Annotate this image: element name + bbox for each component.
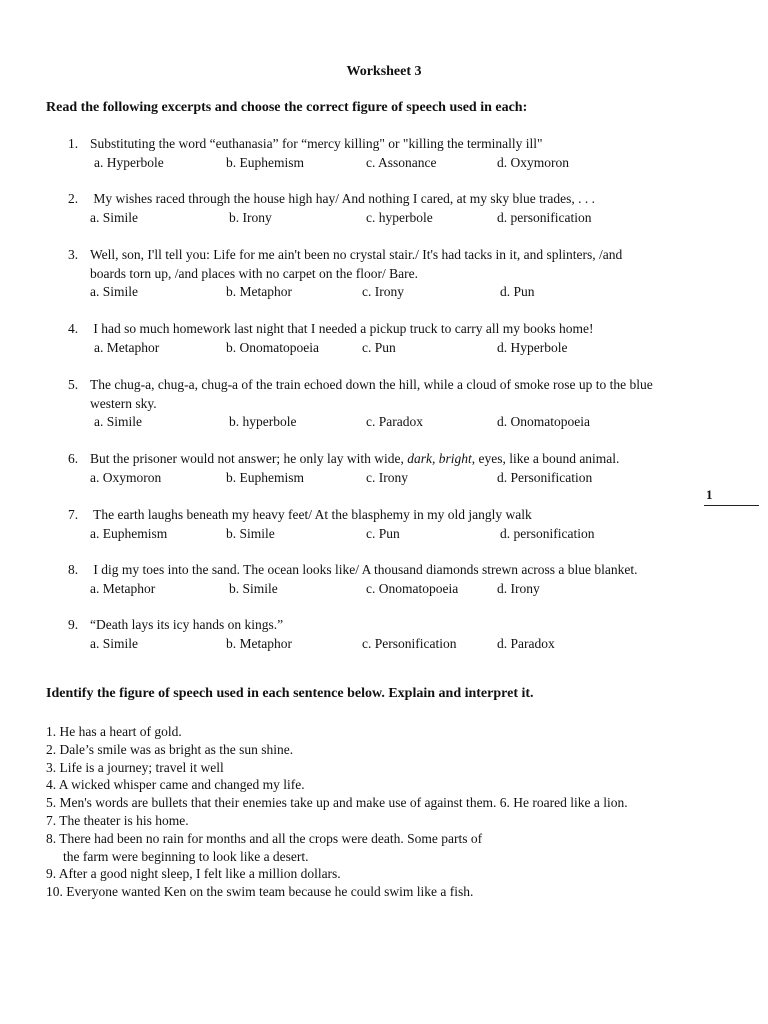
- option-b[interactable]: b. Simile: [226, 525, 275, 541]
- question-text-pre: But the prisoner would not answer; he only lay with wide,: [90, 451, 408, 466]
- list-item-continuation: the farm were beginning to look like a desert.: [63, 848, 309, 864]
- sentence-list: [46, 723, 746, 901]
- question-number: 1.: [68, 136, 79, 151]
- option-c[interactable]: c. Assonance: [366, 154, 437, 170]
- question-text-line: boards torn up, /and places with no carpet on the floor/ Bare.: [90, 265, 419, 281]
- option-b[interactable]: b. Simile: [229, 580, 278, 596]
- question-text: I dig my toes into the sand. The ocean looks like/ A thousand diamonds strewn across a blue blanket.: [90, 562, 638, 577]
- options-row: [90, 413, 728, 431]
- question-text: “Death lays its icy hands on kings.”: [90, 617, 284, 632]
- options-row: [90, 635, 728, 653]
- option-c[interactable]: c. Onomatopoeia: [366, 580, 459, 596]
- option-a[interactable]: a. Metaphor: [90, 580, 156, 596]
- options-row: [90, 154, 728, 172]
- question-number: 7.: [68, 507, 79, 522]
- option-b[interactable]: b. Onomatopoeia: [226, 339, 319, 355]
- options-row: [90, 580, 728, 598]
- option-a[interactable]: a. Simile: [90, 209, 138, 225]
- question-text: [90, 246, 728, 283]
- list-item: 5. Men's words are bullets that their enemies take up and make use of against them. 6. He roared like a lion.: [46, 795, 628, 811]
- option-c[interactable]: c. Pun: [366, 525, 400, 541]
- question-text: Substituting the word “euthanasia” for “mercy killing" or "killing the terminally ill": [90, 136, 543, 151]
- question-text-line: Well, son, I'll tell you: Life for me ain't been no crystal stair./ It's had tacks in it, and splinters, /and: [90, 247, 623, 262]
- section2-heading: Identify the figure of speech used in each sentence below. Explain and interpret it.: [46, 686, 534, 701]
- question-text-post: , eyes, like a bound animal.: [471, 451, 620, 466]
- question-9: [68, 616, 728, 653]
- list-item: 7. The theater is his home.: [46, 812, 189, 828]
- list-item: 10. Everyone wanted Ken on the swim team because he could swim like a fish.: [46, 884, 474, 900]
- page-number-rule: [704, 505, 759, 506]
- option-a[interactable]: a. Simile: [90, 284, 138, 299]
- question-text: I had so much homework last night that I needed a pickup truck to carry all my books home!: [90, 321, 594, 336]
- option-b[interactable]: b. Metaphor: [226, 284, 292, 299]
- option-a[interactable]: a. Hyperbole: [94, 154, 164, 170]
- list-item: 4. A wicked whisper came and changed my life.: [46, 777, 305, 793]
- option-c[interactable]: c. hyperbole: [366, 209, 433, 225]
- question-3: [68, 246, 728, 301]
- question-text: The earth laughs beneath my heavy feet/ At the blasphemy in my old jangly walk: [90, 507, 532, 522]
- options-row: [90, 525, 728, 543]
- question-1: [68, 135, 728, 172]
- options-row: [90, 283, 728, 301]
- option-d[interactable]: d. Pun: [500, 284, 535, 299]
- option-a[interactable]: a. Metaphor: [94, 339, 160, 355]
- question-2: [68, 190, 728, 227]
- option-c[interactable]: c. Pun: [362, 339, 396, 355]
- option-b[interactable]: b. Irony: [229, 209, 272, 225]
- question-number: 5.: [68, 377, 79, 392]
- option-d[interactable]: d. Oxymoron: [497, 154, 569, 170]
- question-4: [68, 320, 728, 357]
- question-text: My wishes raced through the house high hay/ And nothing I cared, at my sky blue trades, . . .: [90, 191, 596, 206]
- option-c[interactable]: c. Irony: [362, 284, 404, 299]
- worksheet-title: Worksheet 3: [346, 64, 422, 79]
- option-d[interactable]: d. personification: [497, 209, 592, 225]
- question-text-line: The chug-a, chug-a, chug-a of the train echoed down the hill, while a cloud of smoke rose up to the blue: [90, 377, 653, 392]
- page-number: 1: [706, 487, 713, 502]
- option-c[interactable]: c. Personification: [362, 635, 457, 651]
- options-row: [90, 209, 728, 227]
- options-row: [90, 469, 728, 487]
- option-d[interactable]: d. Personification: [497, 469, 593, 485]
- question-text-italic: dark, bright: [407, 451, 472, 466]
- option-d[interactable]: d. personification: [500, 525, 595, 541]
- question-7: [68, 506, 728, 543]
- option-d[interactable]: d. Paradox: [497, 635, 555, 651]
- question-number: 3.: [68, 247, 79, 262]
- question-number: 2.: [68, 191, 79, 206]
- list-item: 9. After a good night sleep, I felt like a million dollars.: [46, 866, 341, 882]
- option-d[interactable]: d. Onomatopoeia: [497, 414, 590, 429]
- question-text-line: western sky.: [90, 395, 157, 411]
- question-number: 9.: [68, 617, 79, 632]
- question-number: 4.: [68, 321, 79, 336]
- question-8: [68, 561, 728, 598]
- option-a[interactable]: a. Euphemism: [90, 525, 168, 541]
- question-text: [90, 376, 728, 413]
- option-b[interactable]: b. hyperbole: [229, 414, 297, 429]
- option-a[interactable]: a. Simile: [90, 635, 138, 651]
- section1-heading: Read the following excerpts and choose the correct figure of speech used in each:: [46, 100, 528, 115]
- question-number: 8.: [68, 562, 79, 577]
- list-item: 8. There had been no rain for months and all the crops were death. Some parts of: [46, 830, 483, 846]
- option-d[interactable]: d. Hyperbole: [497, 339, 568, 355]
- list-item: 1. He has a heart of gold.: [46, 724, 182, 739]
- option-c[interactable]: c. Paradox: [366, 414, 423, 429]
- question-text: [90, 450, 728, 469]
- list-item: 3. Life is a journey; travel it well: [46, 759, 224, 775]
- option-a[interactable]: a. Oxymoron: [90, 469, 162, 485]
- option-b[interactable]: b. Euphemism: [226, 469, 304, 485]
- question-5: [68, 376, 728, 431]
- option-d[interactable]: d. Irony: [497, 580, 540, 596]
- option-b[interactable]: b. Metaphor: [226, 635, 292, 651]
- list-item: 2. Dale’s smile was as bright as the sun shine.: [46, 741, 294, 757]
- options-row: [90, 339, 728, 357]
- question-6: [68, 450, 728, 487]
- question-number: 6.: [68, 451, 79, 466]
- option-a[interactable]: a. Simile: [94, 414, 142, 429]
- option-b[interactable]: b. Euphemism: [226, 154, 304, 170]
- option-c[interactable]: c. Irony: [366, 469, 408, 485]
